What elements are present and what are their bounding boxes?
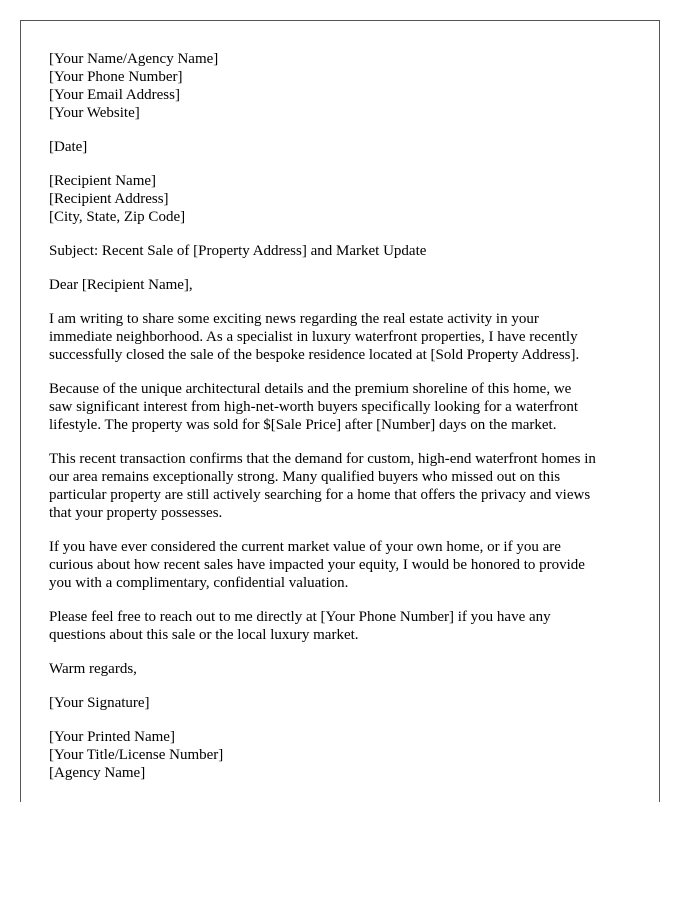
letter-frame bbox=[20, 20, 660, 802]
paragraph-line: lifestyle. The property was sold for $[Sale Price] after [Number] days on the market. bbox=[49, 417, 557, 433]
recipient-name: [Recipient Name] bbox=[49, 173, 157, 189]
sender-phone: [Your Phone Number] bbox=[49, 69, 183, 85]
paragraph-line: that your property possesses. bbox=[49, 505, 223, 521]
closing: Warm regards, bbox=[49, 661, 137, 677]
paragraph-line: If you have ever considered the current market value of your own home, or if you are bbox=[49, 539, 561, 555]
subject-block bbox=[49, 242, 649, 260]
closing-block bbox=[49, 660, 649, 678]
paragraph-line: Because of the unique architectural details and the premium shoreline of this home, we bbox=[49, 381, 572, 397]
date-block bbox=[49, 138, 649, 156]
paragraph-line: I am writing to share some exciting news regarding the real estate activity in your bbox=[49, 311, 539, 327]
paragraph-5 bbox=[49, 608, 649, 644]
sender-block bbox=[49, 50, 649, 122]
salutation-block bbox=[49, 276, 649, 294]
recipient-block bbox=[49, 172, 649, 226]
recipient-address: [Recipient Address] bbox=[49, 191, 169, 207]
paragraph-line: curious about how recent sales have impacted your equity, I would be honored to provide bbox=[49, 557, 585, 573]
paragraph-3 bbox=[49, 450, 649, 522]
paragraph-4 bbox=[49, 538, 649, 592]
signature-block bbox=[49, 694, 649, 712]
subject-line: Subject: Recent Sale of [Property Address] and Market Update bbox=[49, 243, 427, 259]
paragraph-line: particular property are still actively searching for a home that offers the privacy and views bbox=[49, 487, 591, 503]
signer-printed-name: [Your Printed Name] bbox=[49, 729, 175, 745]
paragraph-1 bbox=[49, 310, 649, 364]
paragraph-line: successfully closed the sale of the bespoke residence located at [Sold Property Address]. bbox=[49, 347, 580, 363]
paragraph-line: questions about this sale or the local luxury market. bbox=[49, 627, 359, 643]
paragraph-2 bbox=[49, 380, 649, 434]
letter-date: [Date] bbox=[49, 139, 88, 155]
recipient-city-state-zip: [City, State, Zip Code] bbox=[49, 209, 186, 225]
sender-email: [Your Email Address] bbox=[49, 87, 180, 103]
paragraph-line: you with a complimentary, confidential valuation. bbox=[49, 575, 349, 591]
signature: [Your Signature] bbox=[49, 695, 150, 711]
paragraph-line: immediate neighborhood. As a specialist in luxury waterfront properties, I have recently bbox=[49, 329, 578, 345]
sender-name: [Your Name/Agency Name] bbox=[49, 51, 219, 67]
paragraph-line: our area remains exceptionally strong. Many qualified buyers who missed out on this bbox=[49, 469, 561, 485]
sender-website: [Your Website] bbox=[49, 105, 140, 121]
signer-agency: [Agency Name] bbox=[49, 765, 146, 781]
signer-block bbox=[49, 728, 649, 782]
letter-body bbox=[49, 50, 649, 798]
paragraph-line: saw significant interest from high-net-worth buyers specifically looking for a waterfront bbox=[49, 399, 579, 415]
paragraph-line: This recent transaction confirms that the demand for custom, high-end waterfront homes in bbox=[49, 451, 596, 467]
signer-title-license: [Your Title/License Number] bbox=[49, 747, 224, 763]
salutation: Dear [Recipient Name], bbox=[49, 277, 193, 293]
paragraph-line: Please feel free to reach out to me directly at [Your Phone Number] if you have any bbox=[49, 609, 551, 625]
